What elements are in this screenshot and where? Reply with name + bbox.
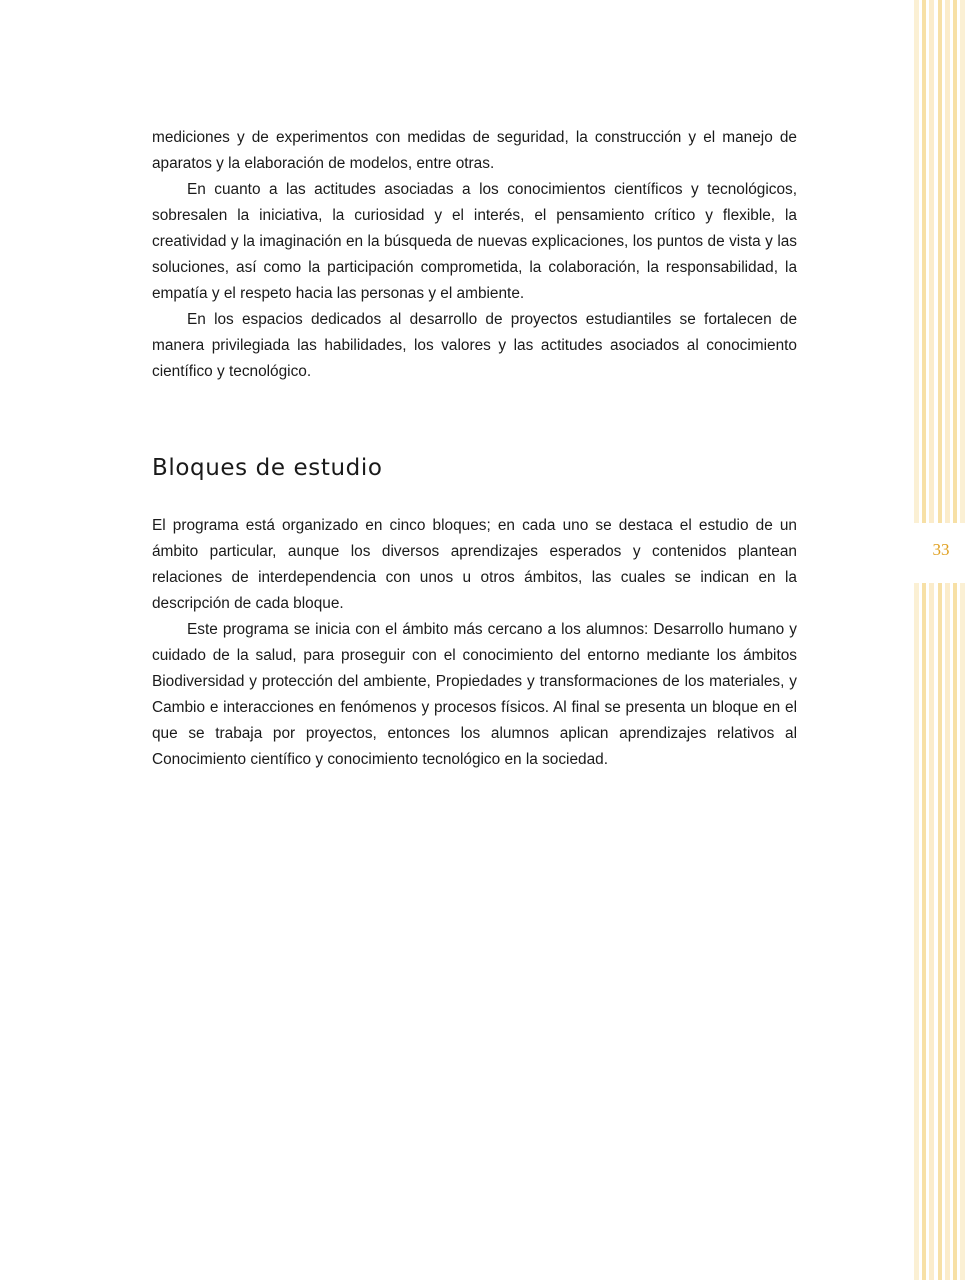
paragraph: mediciones y de experimentos con medidas de seguridad, la construcción y el manejo de aparatos y la elaboración de modelos, entre otras.	[152, 129, 797, 172]
stripe	[945, 0, 950, 1280]
stripe	[960, 0, 965, 1280]
section-heading: Bloques de estudio	[152, 455, 383, 481]
paragraph: En cuanto a las actitudes asociadas a los conocimientos científicos y tecnológicos, sobresalen la iniciativa, la curiosidad y el interés, el pensamiento crítico y flexible, la creatividad y la imaginación en la búsqueda de nuevas explicaciones, los puntos de vista y las soluciones, así como la participación comprometida, la colaboración, la responsabilidad, la empatía y el respeto hacia las personas y el ambiente.	[152, 181, 797, 302]
stripe	[922, 0, 926, 1280]
paragraph: Este programa se inicia con el ámbito más cercano a los alumnos: Desarrollo humano y cuidado de la salud, para proseguir con el conocimiento del entorno mediante los ámbitos Biodiversidad y protección del ambiente, Propiedades y transformaciones de los materiales, y Cambio e interacciones en fenómenos y procesos físicos. Al final se presenta un bloque en el que se trabaja por proyectos, entonces los alumnos aplican aprendizajes relativos al Conocimiento científico y conocimiento tecnológico en la sociedad.	[152, 621, 797, 768]
paragraph: El programa está organizado en cinco bloques; en cada uno se destaca el estudio de un ámbito particular, aunque los diversos aprendizajes esperados y contenidos plantean relaciones de interdependencia con unos u otros ámbitos, las cuales se indican en la descripción de cada bloque.	[152, 517, 797, 612]
stripe	[953, 0, 957, 1280]
margin-stripes-decoration	[914, 0, 972, 1280]
stripe	[938, 0, 942, 1280]
paragraph: En los espacios dedicados al desarrollo de proyectos estudiantiles se fortalecen de manera privilegiada las habilidades, los valores y las actitudes asociados al conocimiento científico y tecnológico.	[152, 311, 797, 380]
stripe	[929, 0, 934, 1280]
stripe	[914, 0, 919, 1280]
page-number: 33	[932, 540, 950, 559]
intro-text-block	[152, 125, 797, 385]
section-text-block	[152, 513, 797, 773]
